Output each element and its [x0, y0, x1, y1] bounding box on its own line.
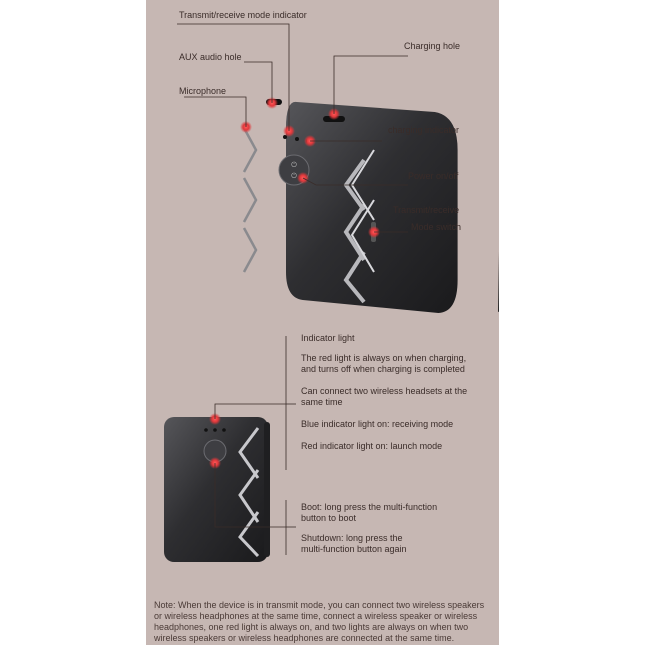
bottom-led-1	[204, 428, 208, 432]
bottom-led-3	[222, 428, 226, 432]
led-2	[295, 137, 299, 141]
indicator-two-headsets: Can connect two wireless headsets at the same time	[301, 386, 468, 407]
svg-text:⏻: ⏻	[291, 173, 297, 180]
indicator-light-title: Indicator light	[301, 333, 355, 343]
indicator-blue-light: Blue indicator light on: receiving mode	[301, 419, 454, 429]
device-bottom-side	[264, 422, 270, 557]
device-bottom-body	[164, 417, 268, 562]
shutdown-instructions: Shutdown: long press the multi-function button again	[301, 533, 407, 554]
label-power-on-off: Power on/off	[408, 171, 459, 181]
indicator-red-launch: Red indicator light on: launch mode	[301, 441, 443, 451]
product-info-panel	[146, 0, 499, 645]
label-charging-indicator: charging indicator	[388, 125, 460, 135]
indicator-red-light-charging: The red light is always on when charging, and turns off when charging is completed	[301, 353, 467, 374]
boot-instructions: Boot: long press the multi-function button to boot	[301, 502, 438, 523]
svg-text:⏻: ⏻	[291, 162, 297, 169]
label-microphone: Microphone	[179, 86, 227, 96]
bottom-led-2	[213, 428, 217, 432]
device-top	[234, 97, 499, 313]
device-bottom	[164, 413, 270, 562]
label-aux-audio-hole: AUX audio hole	[179, 52, 242, 62]
label-charging-hole: Charging hole	[404, 41, 461, 51]
transmit-mode-note: Note: When the device is in transmit mode, you can connect two wireless speakers or wireless headphones at the same time, connect a wireless speaker or wireless headphones, one red light is always on, and two lights are always on when two wireless speakers or wireless headphones are connected at the same time.	[154, 600, 485, 643]
label-mode-switch: Mode switch	[411, 222, 462, 232]
label-transmit-receive-indicator: Transmit/receive mode indicator	[179, 10, 307, 20]
label-transmit-receive: Transmit/receive	[393, 205, 460, 215]
